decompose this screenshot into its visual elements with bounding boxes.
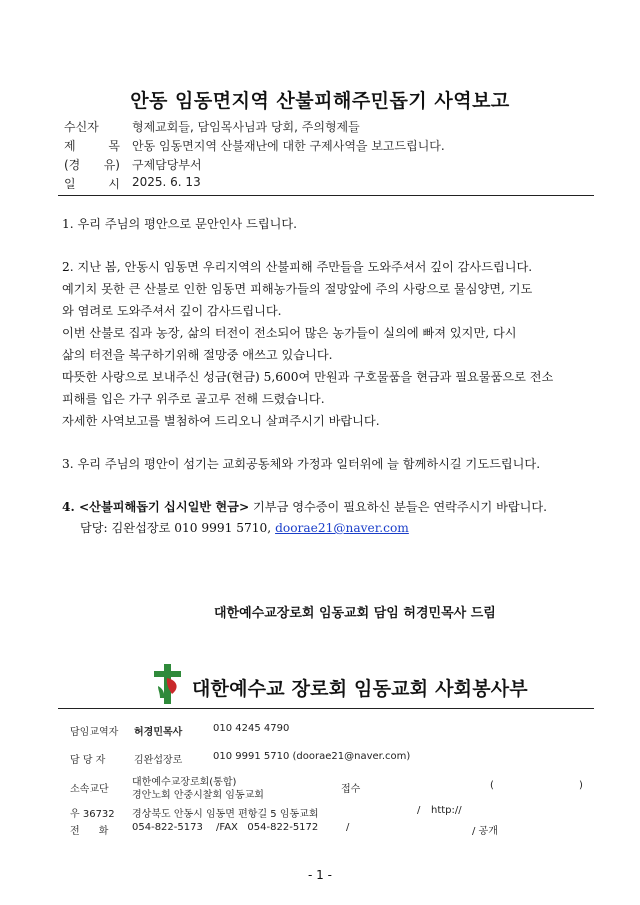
pastor-label: 담임교역자 [70, 727, 119, 738]
web-slash: / [417, 805, 421, 816]
footer-public: / 공개 [472, 826, 498, 837]
denomination-label: 소속교단 [70, 784, 109, 795]
subject-value: 안동 임동면지역 산불재난에 대한 구제사역을 보고드립니다. [132, 139, 445, 153]
page-number: - 1 - [308, 868, 332, 882]
organization-name: 대한예수교 장로회 임동교회 사회봉사부 [192, 678, 528, 700]
recipient-label: 수신자 [64, 120, 99, 134]
contact-prefix: 담당: 김완섭장로 010 9991 5710, [80, 521, 276, 535]
receipt-paren-open: ( [490, 780, 494, 791]
paragraph-4 [62, 498, 547, 515]
subject-row [64, 137, 604, 155]
recipient-row [64, 118, 604, 136]
contact-line [80, 519, 409, 536]
paragraph-2-line-5: 삶의 터전을 복구하기위해 절망중 애쓰고 있습니다. [62, 348, 333, 362]
paragraph-2-line-2: 예기치 못한 큰 산불로 인한 임동면 피해농가들의 절망앞에 주의 사랑으로 물심양면, 기도 [62, 282, 533, 296]
paragraph-2-line-6: 따뜻한 사랑으로 보내주신 성금(현금) 5,600여 만원과 구호물품을 현금과 필요물품으로 전소 [62, 370, 554, 384]
postal-code: 우 36732 [70, 809, 115, 820]
receipt-label: 접수 [341, 784, 361, 795]
paragraph-2-line-3: 와 염려로 도와주셔서 깊이 감사드립니다. [62, 304, 282, 318]
paragraph-2-line-4: 이번 산불로 집과 농장, 삶의 터전이 전소되어 많은 농가들이 실의에 빠져 있지만, 다시 [62, 326, 517, 340]
date-label: 일 시 [64, 177, 120, 191]
denomination-line-1: 대한예수교장로회(통합) [132, 777, 237, 788]
subject-label: 제 목 [64, 139, 120, 153]
recipient-value: 형제교회들, 담임목사님과 당회, 주의형제들 [132, 120, 360, 134]
phone-number: 054-822-5173 [132, 822, 203, 833]
header-divider [58, 195, 594, 196]
paragraph-1: 1. 우리 주님의 평안으로 문안인사 드립니다. [62, 217, 298, 231]
via-row [64, 156, 604, 174]
denomination-line-2: 경안노회 안중시찰회 임동교회 [132, 790, 264, 801]
footer-divider [58, 708, 594, 709]
receipt-paren-close: ) [579, 780, 583, 791]
paragraph-4-heading: 4. <산불피해돕기 십시일반 현금> [62, 500, 250, 514]
date-row [64, 175, 604, 193]
manager-label: 담 당 자 [70, 755, 106, 766]
contact-email-link[interactable]: doorae21@naver.com [275, 521, 409, 535]
paragraph-3: 3. 우리 주님의 평안이 섬기는 교회공동체와 가정과 일터위에 늘 함께하시길 기도드립니다. [62, 457, 541, 471]
date-value: 2025. 6. 13 [132, 175, 201, 189]
church-logo-icon [150, 664, 190, 704]
manager-phone: 010 9991 5710 (doorae21@naver.com) [213, 751, 411, 762]
page-title: 안동 임동면지역 산불피해주민돕기 사역보고 [130, 90, 510, 112]
pastor-phone: 010 4245 4790 [213, 723, 290, 734]
pastor-name: 허경민목사 [134, 727, 183, 738]
paragraph-4-text: 기부금 영수증이 필요하신 분들은 연락주시기 바랍니다. [249, 500, 548, 514]
phone-label: 전 화 [70, 826, 109, 837]
paragraph-2-line-1: 2. 지난 봄, 안동시 임동면 우리지역의 산불피해 주만들을 도와주셔서 깊이 감사드립니다. [62, 260, 533, 274]
paragraph-2-line-8: 자세한 사역보고를 별첨하여 드리오니 살펴주시기 바랍니다. [62, 414, 380, 428]
via-label: (경 유) [64, 158, 120, 172]
fax-number: /FAX 054-822-5172 [216, 822, 319, 833]
address: 경상북도 안동시 임동면 편항길 5 임동교회 [132, 809, 319, 820]
signature: 대한예수교장로회 임동교회 담임 허경민목사 드림 [214, 606, 496, 621]
footer-slash-1: / [346, 822, 350, 833]
website: http:// [431, 805, 462, 816]
via-value: 구제담당부서 [132, 158, 202, 172]
manager-name: 김완섭장로 [134, 755, 183, 766]
paragraph-2-line-7: 피해를 입은 가구 위주로 골고루 전해 드렸습니다. [62, 392, 325, 406]
